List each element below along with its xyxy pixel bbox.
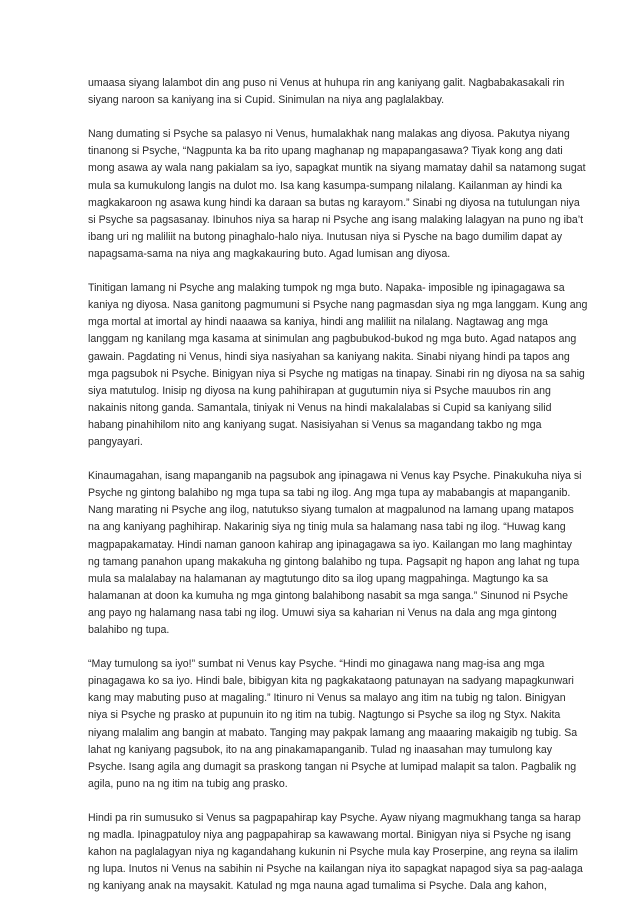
text-line: kahon na paglalagyan niya ng kagandahang kukunin ni Psyche mula kay Proserpine, ang reyna sa ilalim xyxy=(88,846,578,859)
text-line: “May tumulong sa iyo!” sumbat ni Venus kay Psyche. “Hindi mo ginagawa nang mag-isa ang mga xyxy=(88,658,545,671)
text-line: halamanan at doon ka kumuha ng mga gintong balahibong nasabit sa mga sanga.” Sinunod ni Psyche xyxy=(88,589,568,602)
text-line: ang payo ng halamang nasa tabi ng ilog. Umuwi siya sa kaharian ni Venus na dala ang mga gintong xyxy=(88,606,557,619)
text-line: lahat ng kaniyang pagsubok, ito na ang pinakamapanganib. Tulad ng inaasahan may tumulong kay xyxy=(88,743,553,756)
text-line: kaniya ng diyosa. Nasa ganitong pagmumuni si Psyche nang pagmasdan siya ng mga langgam. Kung ang xyxy=(88,299,588,312)
text-line: siya matutulog. Inisip ng diyosa na kung pahihirapan at gugutumin niya si Psyche mauubos rin ang xyxy=(88,384,551,397)
text-line: mula sa kumukulong langis na dulot mo. Isa kang kasumpa-sumpang nilalang. Kailanman ay hindi ka xyxy=(88,179,563,192)
paragraph xyxy=(88,126,586,263)
text-line: mong asawa ay wala nang pakialam sa iyo, sapagkat muntik na siyang mamatay dahil sa natamong sugat xyxy=(88,162,586,175)
text-line: Psyche. Isang agila ang dumagit sa praskong tangan ni Psyche at lumipad malapit sa talon. Pagbalik ng xyxy=(88,760,577,773)
document-body xyxy=(88,75,588,913)
text-line: na ang kaniyang paghihirap. Nakarinig siya ng tinig mula sa halamang nasa tabi ng ilog. “Huwag kang xyxy=(88,521,566,534)
text-line: ng tamang panahon upang makakuha ng gintong balahibo ng tupa. Pagsapit ng hapon ang lahat ng tupa xyxy=(88,555,580,568)
text-line: balahibo ng tupa. xyxy=(88,624,170,636)
text-line: mga pagsubok ni Psyche. Binigyan niya si Psyche ng matigas na tinapay. Sinabi rin ng diyosa na sa sahig xyxy=(88,367,585,380)
text-line: Psyche ng gintong balahibo ng mga tupa sa tabi ng ilog. Ang mga tupa ay mababangis at mapanganib. xyxy=(88,487,571,500)
text-line: Nang dumating si Psyche sa palasyo ni Venus, humalakhak nang malakas ang diyosa. Pakutya niyang xyxy=(88,128,570,141)
paragraph xyxy=(88,75,566,109)
text-line: magkakaroon ng asawa kung hindi ka daraan sa butas ng karayom.” Sinabi ng diyosa na tutulungan niya xyxy=(88,196,580,209)
paragraph xyxy=(88,810,583,895)
text-line: agila, puno na ng itim na tubig ang prasko. xyxy=(88,777,288,790)
text-line: mula sa malalabay na halamanan ay magtutungo dito sa ilog upang magpahinga. Magtungo ka sa xyxy=(88,572,548,585)
text-line: kang may mabuting puso at magaling.” Itinuro ni Venus sa malayo ang itim na tubig ng talon. Binigyan xyxy=(88,692,566,705)
text-line: umaasa siyang lalambot din ang puso ni Venus at huhupa rin ang kaniyang galit. Nagbabakasakali rin xyxy=(88,77,565,89)
text-line: ng madla. Ipinagpatuloy niya ang pagpapahirap sa kawawang mortal. Binigyan niya si Psyche ng isang xyxy=(88,829,571,842)
text-line: pangyayari. xyxy=(88,435,143,448)
text-line: Nang marating ni Psyche ang ilog, natutukso siyang tumalon at magpalunod na lamang upang matapos xyxy=(88,504,574,517)
text-line: si Psyche sa pagsasanay. Ibinuhos niya sa harap ni Psyche ang isang malaking lalagyan na puno ng iba’t xyxy=(88,213,584,226)
text-line: magpapakamatay. Hindi naman ganoon kahirap ang ipinagagawa sa iyo. Kailangan mo lang maghintay xyxy=(88,538,572,551)
text-line: ng lupa. Inutos ni Venus na sabihin ni Psyche na kailangan niya ito sapagkat napagod siya sa pag-aalaga xyxy=(88,863,583,876)
text-line: Kinaumagahan, isang mapanganib na pagsubok ang ipinagawa ni Venus kay Psyche. Pinakukuha niya si xyxy=(88,470,582,483)
text-line: napagsama-sama na niya ang magkakauring buto. Agad lumisan ang diyosa. xyxy=(88,247,451,260)
paragraph xyxy=(88,280,588,451)
text-line: langgam ng kanilang mga kasama at sinimulan ang pagbubukod-bukod ng mga buto. Agad natapos ang xyxy=(88,333,577,346)
text-line: ibang uri ng maliliit na butong pinaghalo-halo niya. Inutusan niya si Pysche na bago dumilim dapat ay xyxy=(88,230,563,243)
text-line: habang pinahihilom nito ang kaniyang sugat. Nasisiyahan si Venus sa magandang takbo ng mga xyxy=(88,418,542,431)
paragraph xyxy=(88,656,578,793)
paragraph xyxy=(88,468,582,639)
text-line: tinanong si Psyche, “Nagpunta ka ba rito upang maghanap ng mapapangasawa? Tiyak kong ang dati xyxy=(88,145,563,158)
text-line: mga mortal at imortal ay hindi naaawa sa kaniya, hindi ang maliliit na nilalang. Nagtawag ang mga xyxy=(88,316,548,329)
text-line: nakainis nitong ganda. Samantala, tiniyak ni Venus na hindi makalalabas si Cupid sa kaniyang silid xyxy=(88,401,552,414)
text-line: pinagagawa ko sa iyo. Hindi bale, bibigyan kita ng pagkakataong patunayan na sadyang mapagkunwari xyxy=(88,675,574,688)
text-line: niyang malalim ang bangin at mabato. Tanging may pakpak lamang ang maaaring makaigib ng tubig. Sa xyxy=(88,726,578,739)
text-line: gawain. Pagdating ni Venus, hindi siya nasiyahan sa kaniyang nakita. Sinabi niyang hindi pa tapos ang xyxy=(88,350,570,363)
text-line: ng kaniyang anak na maysakit. Katulad ng mga nauna agad tumalima si Psyche. Dala ang kahon, xyxy=(88,880,547,893)
text-line: Hindi pa rin sumusuko si Venus sa pagpapahirap kay Psyche. Ayaw niyang magmukhang tanga sa harap xyxy=(88,812,581,825)
text-line: niya si Psyche ng prasko at pupunuin ito ng itim na tubig. Nagtungo si Psyche sa ilog ng Styx. Nakita xyxy=(88,709,561,722)
text-line: Tinitigan lamang ni Psyche ang malaking tumpok ng mga buto. Napaka- imposible ng ipinagagawa sa xyxy=(88,282,565,295)
text-line: siyang naroon sa kaniyang ina si Cupid. Sinimulan na niya ang paglalakbay. xyxy=(88,94,445,107)
